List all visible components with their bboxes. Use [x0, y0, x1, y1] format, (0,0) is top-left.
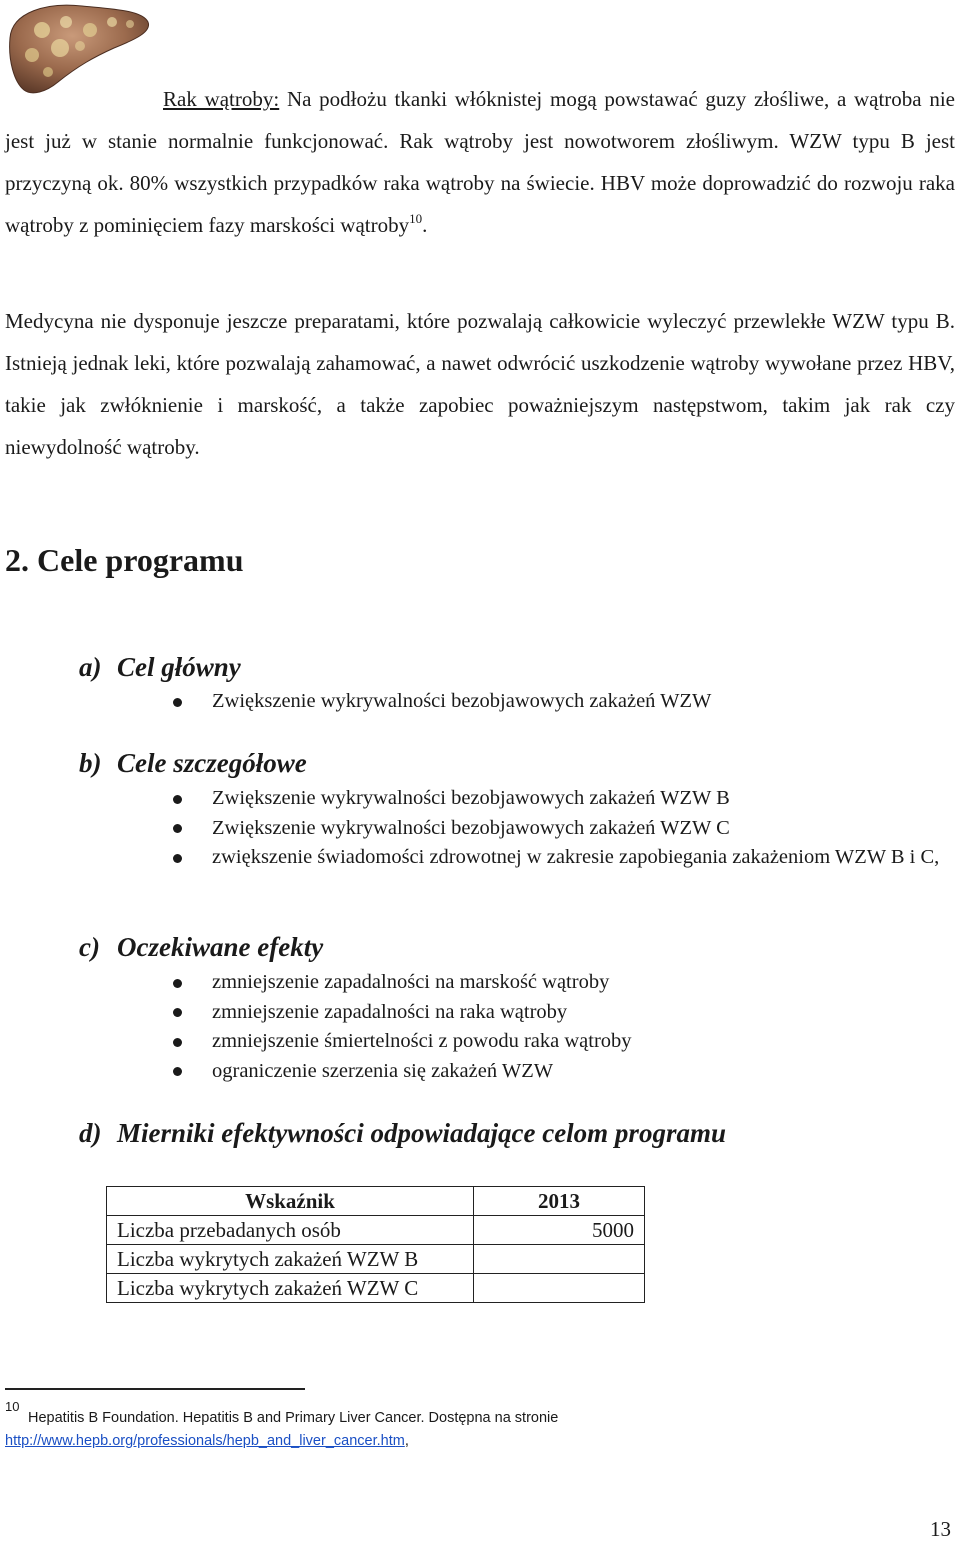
list-item	[0, 814, 960, 844]
subsection-c-label: c)	[79, 932, 100, 962]
subsection-a-title: Cel główny	[117, 652, 241, 682]
list-item	[0, 1027, 960, 1057]
para1-end: .	[422, 213, 428, 237]
list-item-text: zmniejszenie zapadalności na marskość wątroby	[212, 971, 610, 993]
footnote-ref[interactable]: 10	[409, 211, 423, 226]
footnote-text: Hepatitis B Foundation. Hepatitis B and Primary Liver Cancer. Dostępna na stronie	[28, 1410, 559, 1426]
list-item-text: zwiększenie świadomości zdrowotnej w zakresie zapobiegania zakażeniom WZW B i C,	[212, 846, 940, 868]
table-cell: Liczba wykrytych zakażeń WZW C	[107, 1274, 474, 1303]
table-row	[107, 1216, 645, 1245]
indicators-table	[106, 1186, 645, 1303]
para1-text: a wątroba nie jest już w stanie normalnie funkcjonować. Rak wątroby jest nowotworem złośliwym. WZW typu B jest przyczyną ok. 80% wszystkich przypadków raka wątroby na świecie. HBV może doprowadzić do rozwoju raka wątroby z pominięciem fazy marskości wątroby	[5, 87, 956, 237]
list-item-text: zmniejszenie śmiertelności z powodu raka wątroby	[212, 1030, 632, 1052]
subsection-d-label: d)	[79, 1118, 102, 1148]
footnote-trail: ,	[404, 1433, 409, 1449]
list-item-text: Zwiększenie wykrywalności bezobjawowych zakażeń WZW C	[212, 816, 730, 839]
paragraph-treatment: Medycyna nie dysponuje jeszcze preparatami, które pozwalają całkowicie wyleczyć przewlekłe WZW typu B. Istnieją jednak leki, które pozwalają zahamować, a nawet odwrócić uszkodzenie wątroby wywołane przez HBV, takie jak zwłóknienie i marskość, a także zapobiec poważniejszym następstwom, takim jak rak czy niewydolność wątroby.	[5, 309, 955, 459]
bullet-icon	[173, 824, 182, 833]
subsection-b-label: b)	[79, 748, 102, 778]
subsection-d-heading	[79, 1118, 726, 1149]
expected-effects-list	[0, 968, 960, 1086]
subsection-d-title: Mierniki efektywności odpowiadające celom programu	[117, 1118, 726, 1148]
list-item	[0, 1057, 960, 1087]
footnote-number: 10	[5, 1399, 20, 1414]
bullet-icon	[173, 1038, 182, 1047]
table-header: 2013	[474, 1187, 645, 1216]
para1-first-line: Na podłożu tkanki włóknistej mogą powstawać guzy złośliwe,	[286, 87, 830, 111]
footnote-divider	[5, 1388, 305, 1390]
list-item	[0, 843, 960, 873]
paragraph-liver-cancer	[5, 78, 955, 246]
list-item	[0, 687, 960, 717]
subsection-b-heading	[79, 748, 307, 779]
subsection-a-heading	[79, 652, 241, 683]
subsection-b-title: Cele szczegółowe	[117, 748, 307, 778]
page-number: 13	[930, 1517, 951, 1541]
list-item-text: zmniejszenie zapadalności na raka wątroby	[212, 1000, 568, 1023]
main-goal-list	[0, 687, 960, 717]
table-cell: Liczba przebadanych osób	[107, 1216, 474, 1245]
table-row	[107, 1245, 645, 1274]
table-cell	[474, 1245, 645, 1274]
table-cell: Liczba wykrytych zakażeń WZW B	[107, 1245, 474, 1274]
subsection-c-heading	[79, 932, 323, 963]
subsection-c-title: Oczekiwane efekty	[117, 932, 324, 962]
footnote-link-line	[5, 1433, 409, 1449]
term-liver-cancer: Rak wątroby:	[163, 87, 280, 111]
bullet-icon	[173, 854, 182, 863]
list-item	[0, 968, 960, 998]
table-cell	[474, 1274, 645, 1303]
table-header-row	[107, 1187, 645, 1216]
bullet-icon	[173, 1008, 182, 1017]
list-item-text: Zwiększenie wykrywalności bezobjawowych zakażeń WZW B	[212, 787, 730, 809]
footnote-link[interactable]: http://www.hepb.org/professionals/hepb_and_liver_cancer.htm	[5, 1433, 405, 1449]
list-item-text: Zwiększenie wykrywalności bezobjawowych zakażeń WZW	[212, 690, 712, 712]
detailed-goals-list	[0, 784, 960, 873]
bullet-icon	[173, 795, 182, 804]
table-header: Wskaźnik	[107, 1187, 474, 1216]
list-item	[0, 784, 960, 814]
table-cell: 5000	[474, 1216, 645, 1245]
list-item-text: ograniczenie szerzenia się zakażeń WZW	[212, 1059, 554, 1082]
section-title: 2. Cele programu	[5, 542, 244, 578]
subsection-a-label: a)	[79, 652, 102, 682]
bullet-icon	[173, 1067, 182, 1076]
bullet-icon	[173, 979, 182, 988]
bullet-icon	[173, 698, 182, 707]
table-row	[107, 1274, 645, 1303]
list-item	[0, 998, 960, 1028]
